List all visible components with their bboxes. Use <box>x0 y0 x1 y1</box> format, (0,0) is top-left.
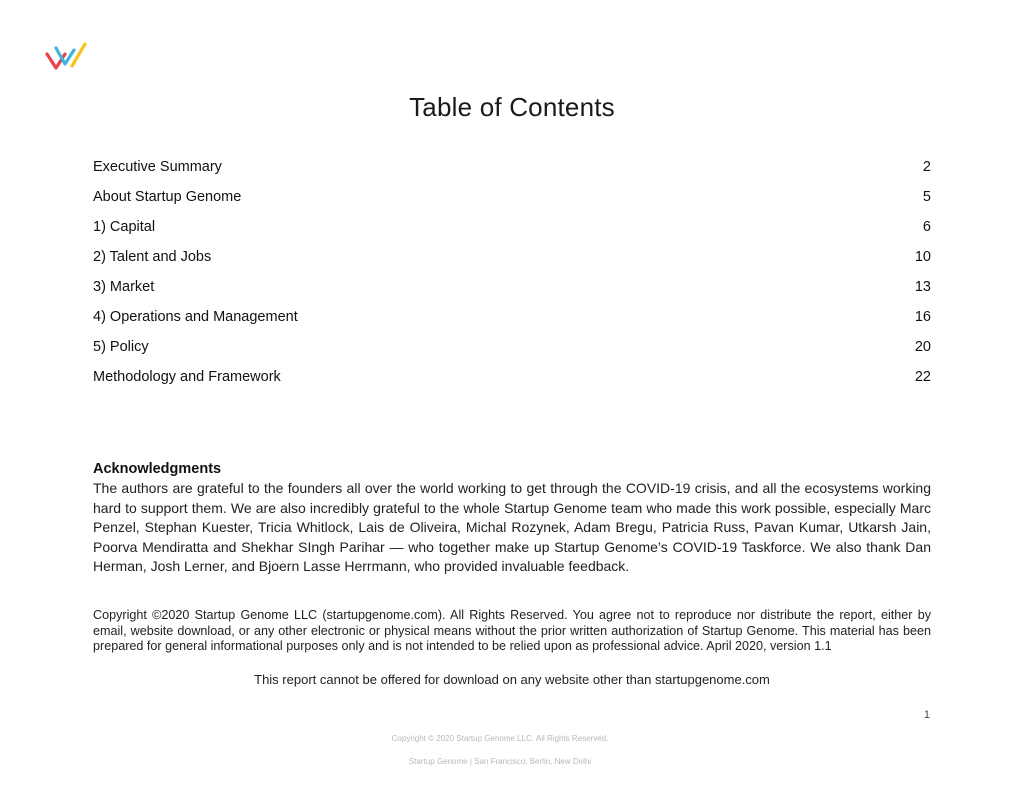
toc-item-policy[interactable] <box>93 332 931 362</box>
table-of-contents <box>93 152 931 392</box>
toc-item-page[interactable]: 5 <box>922 189 931 205</box>
distribution-notice: This report cannot be offered for download on any website other than startupgenome.com <box>254 672 770 687</box>
startup-genome-logo-icon <box>44 40 90 76</box>
toc-item-label[interactable]: 1) Capital <box>93 219 156 235</box>
toc-item-page[interactable]: 10 <box>914 249 931 265</box>
toc-item-about-startup-genome[interactable] <box>93 182 931 212</box>
toc-item-page[interactable]: 20 <box>914 339 931 355</box>
toc-item-market[interactable] <box>93 272 931 302</box>
toc-item-page[interactable]: 2 <box>922 159 931 175</box>
page-title: Table of Contents <box>409 92 615 122</box>
toc-item-page[interactable]: 16 <box>914 309 931 325</box>
toc-item-page[interactable]: 13 <box>914 279 931 295</box>
toc-item-page[interactable]: 22 <box>914 369 931 385</box>
page-number: 1 <box>923 709 930 721</box>
toc-item-label[interactable]: About Startup Genome <box>93 189 242 205</box>
toc-item-label[interactable]: 4) Operations and Management <box>93 309 298 325</box>
toc-item-page[interactable]: 6 <box>922 219 931 235</box>
toc-item-label[interactable]: 5) Policy <box>93 339 149 355</box>
footer-locations: Startup Genome | San Francisco, Berlin, New Delhi <box>408 757 592 766</box>
acknowledgments-body: The authors are grateful to the founders all over the world working to get through the COVID-19 crisis, and all the ecosystems working hard to support them. We are also incredibly grateful to the whole Startup Genome team who made this work possible, especially Marc Penzel, Stephan Kuester, Tricia Whitlock, Lais de Oliveira, Michal Rozynek, Adam Bregu, Patricia Russ, Pavan Kumar, Utkarsh Jain, Poorva Mendiratta and Shekhar SIngh Parihar — who together make up Startup Genome’s COVID-19 Taskforce. We also thank Dan Herman, Josh Lerner, and Bjoern Lasse Herrmann, who provided invaluable feedback. <box>93 480 931 574</box>
acknowledgments-heading: Acknowledgments <box>93 461 222 477</box>
acknowledgments-section <box>93 459 931 577</box>
footer-copyright: Copyright © 2020 Startup Genome LLC. All Rights Reserved. <box>391 734 609 743</box>
toc-item-operations-and-management[interactable] <box>93 302 931 332</box>
copyright-statement: Copyright ©2020 Startup Genome LLC (startupgenome.com). All Rights Reserved. You agree not to reproduce nor distribute the report, either by email, website download, or any other electronic or physical means without the prior written authorization of Startup Genome. This material has been prepared for general informational purposes only and is not intended to be relied upon as professional advice. April 2020, version 1.1 <box>93 608 931 653</box>
toc-item-talent-and-jobs[interactable] <box>93 242 931 272</box>
toc-item-label[interactable]: 3) Market <box>93 279 155 295</box>
toc-item-label[interactable]: 2) Talent and Jobs <box>93 249 212 265</box>
toc-item-methodology-and-framework[interactable] <box>93 362 931 392</box>
toc-item-capital[interactable] <box>93 212 931 242</box>
toc-item-label[interactable]: Executive Summary <box>93 159 222 175</box>
toc-item-executive-summary[interactable] <box>93 152 931 182</box>
toc-item-label[interactable]: Methodology and Framework <box>93 369 281 385</box>
